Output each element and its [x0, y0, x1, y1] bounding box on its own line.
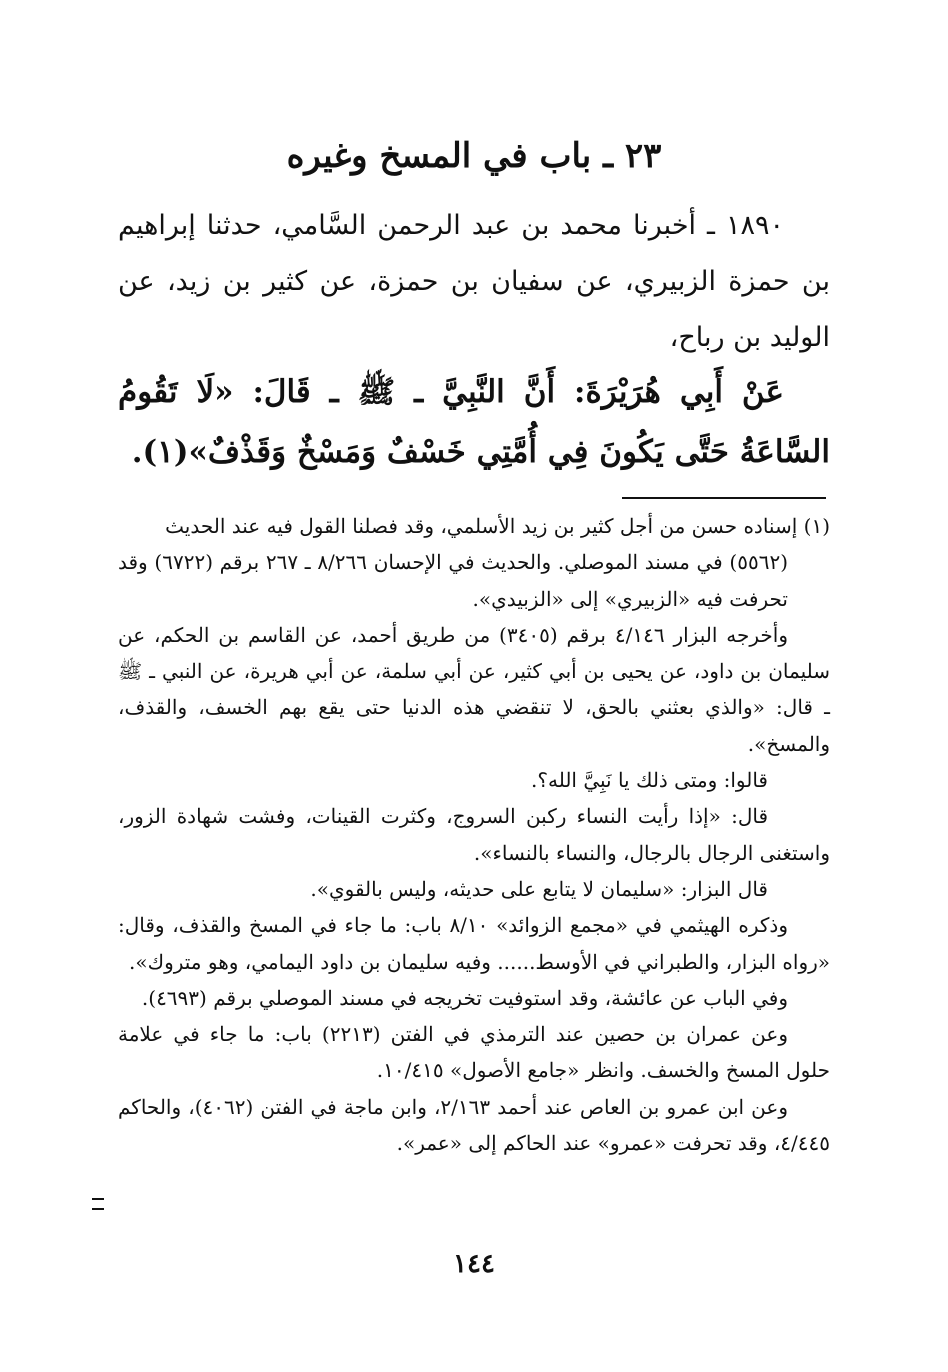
footnote-1-continuation: (٥٥٦٢) في مسند الموصلي. والحديث في الإحسان ٨/٢٦٦ ـ ٢٦٧ برقم (٦٧٢٢) وقد تحرفت فيه «الزبيري» إلى «الزبيدي». — [118, 550, 789, 611]
footnote-paragraph-aisha: وفي الباب عن عائشة، وقد استوفيت تخريجه في مسند الموصلي برقم (٤٦٩٣). — [141, 985, 788, 1010]
footnote-paragraph-imran: وعن عمران بن حصين عند الترمذي في الفتن (٢٢١٣) باب: ما جاء في علامة حلول المسخ والخسف. وانظر «جامع الأصول» ١٠/٤١٥. — [118, 1022, 830, 1083]
isnad-block — [118, 198, 830, 366]
footnote-paragraph-haythami: وذكره الهيثمي في «مجمع الزوائد» ٨/١٠ باب: ما جاء في المسخ والقذف، وقال: «رواه البزار، والطبراني في الأوسط...... وفيه سليمان بن داود اليمامي، وهو متروك». — [118, 913, 830, 974]
chapter-title: ٢٣ ـ باب في المسخ وغيره — [286, 136, 662, 176]
footnote-separator — [622, 497, 826, 499]
footnote-paragraph-ibn-amr: وعن ابن عمرو بن العاص عند أحمد ٢/١٦٣، وابن ماجة في الفتن (٤٠٦٢)، والحاكم ٤/٤٤٥، وقد تحرفت «عمرو» عند الحاكم إلى «عمر». — [118, 1094, 830, 1156]
footnote-paragraph-question: قالوا: ومتى ذلك يا نَبِيَّ الله؟. — [531, 768, 768, 793]
footnote-paragraph-bazzar: وأخرجه البزار ٤/١٤٦ برقم (٣٤٠٥) من طريق أحمد، عن القاسم بن الحكم، عن سليمان بن داود، عن يحيى بن أبي كثير، عن أبي سلمة، عن أبي هريرة، عن النبي ـ ﷺ ـ قال: «والذي بعثني بالحق، لا تنقضي هذه الدنيا حتى يقع بهم الخسف، والقذف، والمسخ». — [118, 622, 830, 756]
isnad-paragraph: ١٨٩٠ ـ أخبرنا محمد بن عبد الرحمن السَّامي، حدثنا إبراهيم بن حمزة الزبيري، عن سفيان بن حمزة، عن كثير بن زيد، عن الوليد بن رباح، — [118, 210, 830, 353]
footnote-1-line-1: (١) إسناده حسن من أجل كثير بن زيد الأسلمي، وقد فصلنا القول فيه عند الحديث — [165, 514, 830, 538]
hadith-text: عَنْ أَبِي هُرَيْرَةَ: أَنَّ النَّبِيَّ ـ ﷺ ـ قَالَ: «لَا تَقُومُ السَّاعَةُ حَتَّى يَكُونَ فِي أُمَّتِي خَسْفٌ وَمَسْخٌ وَقَذْفٌ»(١). — [118, 374, 830, 470]
hadith-block — [118, 362, 830, 482]
end-of-footnotes-mark — [92, 1198, 104, 1210]
footnote-paragraph-answer: قال: «إذا رأيت النساء ركبن السروج، وكثرت القينات، وفشت شهادة الزور، واستغنى الرجال بالرجال، والنساء بالنساء». — [118, 804, 830, 865]
footnotes — [118, 508, 830, 1161]
page-number: ١٤٤ — [453, 1249, 495, 1279]
footnote-paragraph-bazzar-comment: قال البزار: «سليمان لا يتابع على حديثه، وليس بالقوي». — [310, 876, 768, 901]
